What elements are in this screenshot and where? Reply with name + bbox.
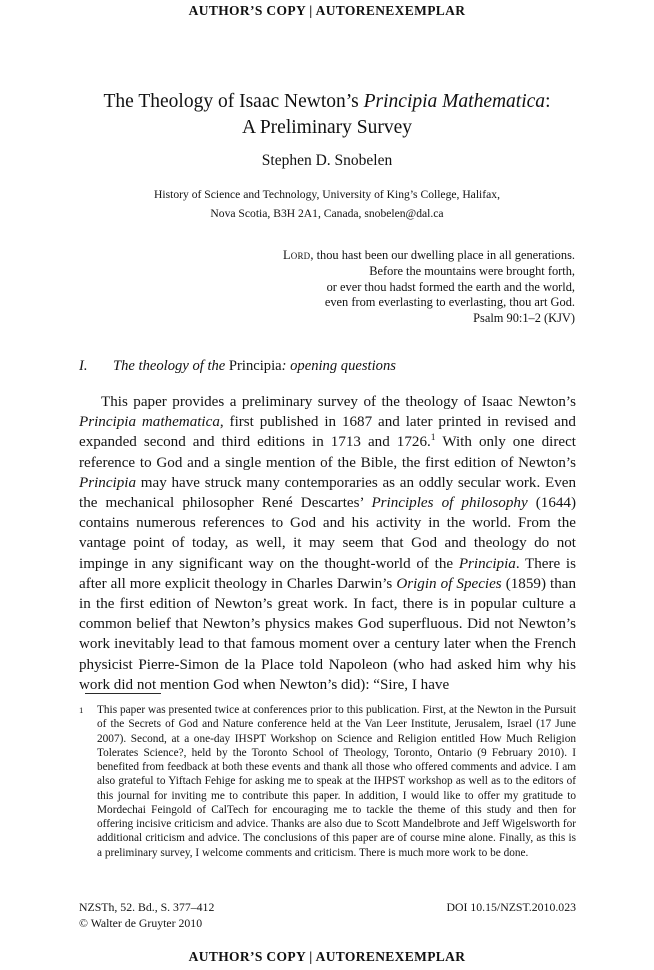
body-italic-principia-mathematica: Principia mathematica [79, 414, 220, 431]
body-seg-g: (1859) than in the first edition of Newton’s great work. In fact, there is in popular culture a common belief that Newton’s physics makes God superfluous. Did not Newton’s work inevitably lead to that famous moment over a century later when the French physicist Pierre-Simon de la Place told Napoleon (who had asked him why his work did not mention God when Newton’s did): “Sire, I have [79, 575, 576, 693]
section-number: I. [79, 358, 88, 374]
section-heading [79, 358, 576, 375]
title-line1-plain: The Theology of Isaac Newton’s [103, 91, 364, 112]
body-paragraph [79, 392, 576, 695]
running-head-bottom: AUTHOR’S COPY | AUTORENEXEMPLAR [188, 949, 466, 964]
epigraph [215, 248, 575, 327]
epigraph-line3: or ever thou hadst formed the earth and the world, [326, 279, 575, 294]
footnote-1 [79, 703, 576, 860]
epigraph-line1-rest: , thou hast been our dwelling place in all generations. [310, 248, 575, 262]
body-seg-b: , first published in 1687 and later printed in revised and expanded second and third editions in 1713 and 1726. [79, 414, 576, 451]
epigraph-source: Psalm 90:1–2 (KJV) [473, 311, 575, 326]
footnote-separator-rule [85, 693, 161, 694]
epigraph-line4: even from everlasting to everlasting, thou art God. [324, 295, 575, 310]
page-footer [79, 900, 576, 931]
epigraph-line2: Before the mountains were brought forth, [369, 263, 575, 278]
footnote-marker: 1 [79, 705, 84, 715]
body-seg-e: (1644) contains numerous references to God and his activity in the world. From the vantage point of today, as well, it may seem that God and theology do not impinge in any significant way on the thought-world of the [79, 495, 576, 572]
body-seg-d: may have struck many contemporaries as an oddly secular work. Even the mechanical philosopher René Descartes’ [79, 474, 576, 512]
epigraph-lord: Lord [283, 248, 311, 262]
section-heading-roman: Principia [228, 358, 282, 374]
body-italic-origin-of-species: Origin of Species [396, 575, 502, 592]
body-italic-principia-2: Principia [458, 555, 516, 572]
affiliation-line2: Nova Scotia, B3H 2A1, Canada, snobelen@dal.ca [210, 206, 444, 220]
title-line2: A Preliminary Survey [241, 117, 413, 138]
title-line1-colon: : [545, 91, 551, 112]
body-seg-f: . There is after all more explicit theology in Charles Darwin’s [79, 555, 576, 592]
body-seg-c: With only one direct reference to God and a single mention of the Bible, the first edition of Newton’s [79, 434, 576, 471]
footnote-reference-1[interactable]: 1 [430, 432, 436, 444]
footnote-text: This paper was presented twice at conferences prior to this publication. First, at the Newton in the Pursuit of the Secrets of God and Nature conference held at the Van Leer Institute, Jerusalem, Israel (17 June 2007). Second, at a one-day IHSPT Workshop on Science and Religion entitled How Much Religion Tolerates Science?, held by the Toronto School of Theology, Toronto, Ontario (9 February 2010). I benefited from feedback at both these events and thank all those who offered comments and advice. I am also grateful to Yiftach Fehige for asking me to speak at the IHPST workshop as well as to the editors of this journal for inviting me to contribute this paper. In addition, I would like to offer my gratitude to Mordechai Feingold of CalTech for encouraging me to tackle the theme of this study and then for offering incisive criticism and advice. Thanks are also due to Scott Mandelbrote and Jeff Wigelsworth for additional criticism and advice. The conclusions of this paper are of course mine alone. Finally, as this is a preliminary survey, I welcome comments and criticism. There is much more work to be done. [97, 704, 576, 859]
running-head-top: AUTHOR’S COPY | AUTORENEXEMPLAR [188, 3, 466, 18]
footer-citation: NZSTh, 52. Bd., S. 377–412 [79, 900, 215, 914]
body-seg-a: This paper provides a preliminary survey of the theology of Isaac Newton’s [101, 394, 576, 410]
footer-row [79, 900, 576, 916]
section-heading-part1: The theology of the [113, 358, 229, 374]
title-line1-italic: Principia Mathematica [363, 91, 546, 112]
footer-doi: DOI 10.15/NZST.2010.023 [446, 900, 576, 914]
footer-copyright: © Walter de Gruyter 2010 [79, 915, 203, 930]
body-italic-principia-1: Principia [79, 474, 137, 491]
author-name: Stephen D. Snobelen [261, 152, 393, 169]
body-italic-principles-of-philosophy: Principles of philosophy [371, 495, 528, 512]
author-affiliation [77, 186, 577, 223]
section-heading-part2: : opening questions [281, 358, 396, 374]
affiliation-line1: History of Science and Technology, University of King’s College, Halifax, [154, 188, 500, 201]
page-title [47, 89, 607, 141]
